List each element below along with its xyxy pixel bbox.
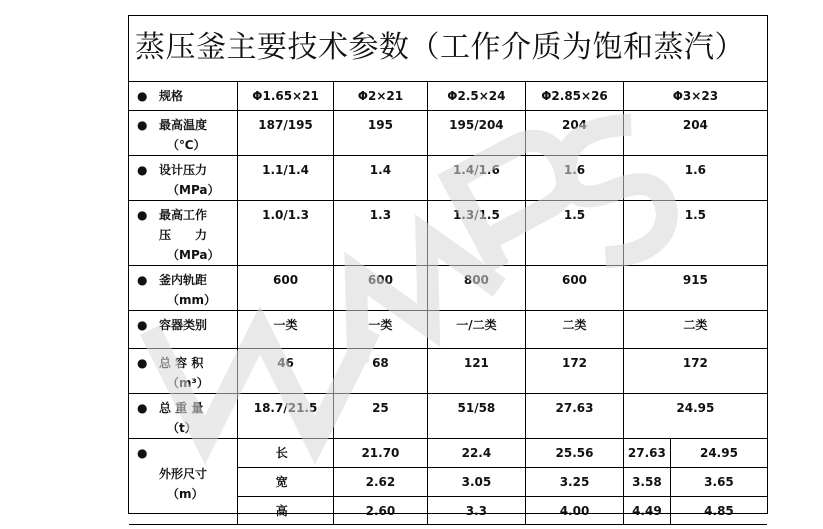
- row-label: [129, 266, 237, 311]
- row-label-text: （℃）: [167, 138, 206, 152]
- table-cell: 187/195: [237, 111, 334, 156]
- table-cell: 1.5: [526, 201, 624, 266]
- row-label-text: 最高温度: [159, 118, 208, 132]
- bullet-icon: ●: [137, 163, 148, 177]
- table-cell: 600: [237, 266, 334, 311]
- row-label: [129, 156, 237, 201]
- bullet-icon: ●: [137, 273, 148, 287]
- table-cell: 3.65: [670, 468, 767, 497]
- table-cell: 204: [623, 111, 767, 156]
- table-cell: 21.70: [334, 439, 427, 468]
- table-cell: 1.1/1.4: [237, 156, 334, 201]
- table-cell: 121: [427, 349, 526, 394]
- table-cell: 二类: [526, 311, 624, 349]
- dimension-key-cell: 长: [237, 439, 334, 468]
- table-cell: 4.00: [526, 497, 624, 525]
- row-label-text: 总 重 量: [159, 401, 204, 415]
- table-cell: 800: [427, 266, 526, 311]
- row-label-text: 容器类别: [159, 318, 208, 332]
- table-row: [129, 349, 767, 394]
- spec-header-cell: Φ2×21: [334, 82, 427, 111]
- row-label-text: 压 力: [159, 228, 208, 242]
- bullet-icon: ●: [137, 356, 148, 370]
- table-cell: 51/58: [427, 394, 526, 439]
- table-cell: 195/204: [427, 111, 526, 156]
- row-label-text: （m³）: [167, 376, 209, 390]
- row-label: [129, 311, 237, 349]
- row-label: [129, 349, 237, 394]
- table-cell: 1.5: [623, 201, 767, 266]
- table-row: [129, 311, 767, 349]
- table-cell: 915: [623, 266, 767, 311]
- row-label-text: 外形尺寸: [159, 466, 208, 481]
- table-cell: 600: [334, 266, 427, 311]
- dimension-key-cell: 宽: [237, 468, 334, 497]
- table-cell: 22.4: [427, 439, 526, 468]
- table-cell: 68: [334, 349, 427, 394]
- table-cell: 3.3: [427, 497, 526, 525]
- table-cell: 204: [526, 111, 624, 156]
- table-cell: 1.3: [334, 201, 427, 266]
- page-title: 蒸压釜主要技术参数（工作介质为饱和蒸汽）: [129, 16, 767, 82]
- table-cell: 3.05: [427, 468, 526, 497]
- table-cell: 1.6: [623, 156, 767, 201]
- bullet-icon: ●: [137, 89, 148, 103]
- bullet-icon: ●: [137, 318, 148, 332]
- table-cell: 24.95: [670, 439, 767, 468]
- table-row: [129, 266, 767, 311]
- table-cell: 1.4/1.6: [427, 156, 526, 201]
- table-row: [129, 82, 767, 111]
- table-cell: 1.6: [526, 156, 624, 201]
- row-label-text: （MPa）: [167, 183, 220, 197]
- table-cell: 1.4: [334, 156, 427, 201]
- table-cell: 27.63: [526, 394, 624, 439]
- row-label: [129, 111, 237, 156]
- dimension-key-cell: 高: [237, 497, 334, 525]
- table-row: [129, 156, 767, 201]
- table-cell: 一/二类: [427, 311, 526, 349]
- table-cell: 46: [237, 349, 334, 394]
- table-cell: 18.7/21.5: [237, 394, 334, 439]
- table-cell: 2.62: [334, 468, 427, 497]
- bullet-icon: ●: [137, 401, 148, 415]
- spec-sheet: [128, 15, 768, 518]
- table-cell: 172: [526, 349, 624, 394]
- row-label-spec: [129, 82, 237, 111]
- row-label-text: 最高工作: [159, 208, 208, 222]
- table-cell: 一类: [334, 311, 427, 349]
- row-label-text: 规格: [159, 89, 184, 103]
- table-row: [129, 111, 767, 156]
- table-cell: 一类: [237, 311, 334, 349]
- table-cell: 1.3/1.5: [427, 201, 526, 266]
- table-cell: 3.58: [623, 468, 670, 497]
- spec-header-cell: Φ3×23: [623, 82, 767, 111]
- row-label-text: 设计压力: [159, 163, 208, 177]
- bullet-icon: ●: [137, 208, 148, 222]
- row-label-text: （t）: [167, 421, 197, 435]
- table-cell: 27.63: [623, 439, 670, 468]
- table-row: [129, 201, 767, 266]
- spec-table: [129, 81, 767, 525]
- table-row: [129, 394, 767, 439]
- table-cell: 3.25: [526, 468, 624, 497]
- table-cell: 二类: [623, 311, 767, 349]
- table-cell: 195: [334, 111, 427, 156]
- spec-header-cell: Φ2.5×24: [427, 82, 526, 111]
- table-cell: 600: [526, 266, 624, 311]
- row-label-text: 釜内轨距: [159, 273, 208, 287]
- bullet-icon: ●: [137, 118, 148, 132]
- table-cell: 172: [623, 349, 767, 394]
- row-label-text: 总 容 积: [159, 356, 204, 370]
- table-cell: 25: [334, 394, 427, 439]
- row-label-text: （m）: [167, 486, 204, 501]
- table-cell: 25.56: [526, 439, 624, 468]
- row-label-text: （mm）: [167, 293, 217, 307]
- table-cell: 2.60: [334, 497, 427, 525]
- table-cell: 4.85: [670, 497, 767, 525]
- row-label: [129, 201, 237, 266]
- row-label-text: （MPa）: [167, 248, 220, 262]
- dimension-row: [129, 439, 767, 468]
- table-cell: 1.0/1.3: [237, 201, 334, 266]
- row-label: [129, 394, 237, 439]
- spec-header-cell: Φ1.65×21: [237, 82, 334, 111]
- row-label-dimensions: [129, 439, 237, 525]
- table-cell: 4.49: [623, 497, 670, 525]
- bullet-icon: ●: [137, 446, 148, 460]
- spec-header-cell: Φ2.85×26: [526, 82, 624, 111]
- table-cell: 24.95: [623, 394, 767, 439]
